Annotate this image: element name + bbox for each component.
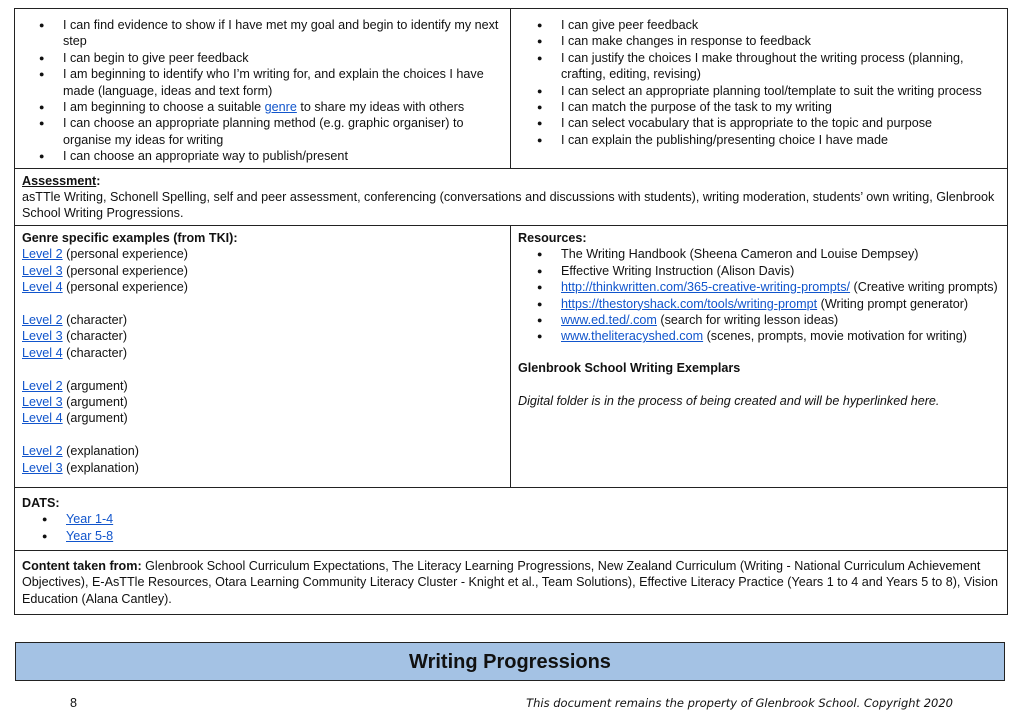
genre-heading: Genre specific examples (from TKI):	[22, 230, 238, 245]
resources-cell	[511, 225, 1008, 487]
genre-link[interactable]: Level 4	[22, 411, 63, 426]
genre-link[interactable]: Level 3	[22, 263, 63, 278]
content-source-text: Glenbrook School Curriculum Expectations, The Literacy Learning Progressions, New Zealand Curriculum (Writing - National Curriculum Achievement Objectives), E-AsTTle Resources, Otara Learning Community Literacy Cluster - Knight et al., Team Solutions), Effective Literacy Practice (Years 1 to 4 and Years 5 to 8), Vision Education (Alana Cantley).	[22, 558, 998, 606]
assessment-heading: Assessment	[22, 173, 97, 188]
genre-group-character: Level 2 (character) Level 3 (character) Level 4 (character)	[22, 312, 128, 360]
list-item: ● I can find evidence to show if I have met my goal and begin to identify my next step	[63, 17, 504, 50]
genre-group-argument: Level 2 (argument) Level 3 (argument) Level 4 (argument)	[22, 378, 128, 426]
genre-link[interactable]: Level 2	[22, 444, 63, 459]
list-item: ● Effective Writing Instruction (Alison Davis)	[561, 263, 1001, 279]
section-banner: Writing Progressions	[15, 642, 1005, 681]
dats-link-year-1-4[interactable]: Year 1-4	[66, 512, 114, 527]
success-criteria-row	[15, 9, 1008, 169]
assessment-row	[15, 168, 1008, 225]
list-item: ● www.theliteracyshed.com (scenes, prompts, movie motivation for writing)	[561, 328, 1001, 344]
resource-link[interactable]: http://thinkwritten.com/365-creative-writing-prompts/	[561, 280, 851, 295]
list-item: ● I am beginning to choose a suitable genre to share my ideas with others	[63, 99, 504, 115]
list-item: ● I am beginning to identify who I’m writing for, and explain the choices I have made (language, ideas and text form)	[63, 66, 504, 99]
genre-link[interactable]: Level 2	[22, 247, 63, 262]
genre-link[interactable]: Level 2	[22, 378, 63, 393]
success-criteria-right-list	[518, 17, 1001, 148]
genre-link[interactable]: genre	[264, 100, 297, 115]
dats-list	[22, 511, 1001, 544]
genre-link[interactable]: Level 3	[22, 460, 63, 475]
genre-link[interactable]: Level 4	[22, 345, 63, 360]
page-number: 8	[70, 696, 78, 710]
list-item: ● http://thinkwritten.com/365-creative-writing-prompts/ (Creative writing prompts)	[561, 279, 1001, 295]
list-item	[66, 511, 1001, 527]
resources-list	[518, 246, 1001, 344]
resource-link[interactable]: www.theliteracyshed.com	[561, 329, 704, 344]
genre-group-personal: Level 2 (personal experience) Level 3 (personal experience) Level 4 (personal experience)	[22, 247, 188, 295]
genre-group-explanation: Level 2 (explanation) Level 3 (explanation)	[22, 444, 139, 475]
list-item: ● The Writing Handbook (Sheena Cameron and Louise Dempsey)	[561, 246, 1001, 262]
genre-cell	[15, 225, 511, 487]
success-criteria-left	[15, 9, 511, 169]
writing-plan-table	[14, 8, 1008, 615]
dats-link-year-5-8[interactable]: Year 5-8	[66, 528, 114, 543]
list-item: ● www.ed.ted/.com (search for writing lesson ideas)	[561, 312, 1001, 328]
genre-resources-row	[15, 225, 1008, 487]
list-item	[66, 528, 1001, 544]
assessment-cell: Assessment: asTTle Writing, Schonell Spelling, self and peer assessment, conferencing (conversations and discussions with students), writing moderation, students’ own writing, Glenbrook School Writing Progressions.	[15, 168, 1008, 225]
dats-cell	[15, 487, 1008, 550]
resources-heading: Resources:	[518, 230, 587, 245]
list-item: ● https://thestoryshack.com/tools/writing-prompt (Writing prompt generator)	[561, 296, 1001, 312]
dats-heading: DATS:	[22, 495, 60, 510]
assessment-text: asTTle Writing, Schonell Spelling, self and peer assessment, conferencing (conversations and discussions with students), writing moderation, students’ own writing, Glenbrook School Writing Progressions.	[22, 190, 995, 221]
list-item: ● I can explain the publishing/presenting choice I have made	[561, 132, 1001, 148]
dats-row	[15, 487, 1008, 550]
curriculum-document	[14, 8, 1008, 615]
genre-link[interactable]: Level 4	[22, 280, 63, 295]
success-criteria-left-list	[22, 17, 504, 165]
resource-link[interactable]: https://thestoryshack.com/tools/writing-prompt	[561, 296, 818, 311]
genre-link[interactable]: Level 3	[22, 394, 63, 409]
list-item: ● I can justify the choices I make throughout the writing process (planning, crafting, editing, revising)	[561, 50, 1001, 83]
list-item: ● I can select an appropriate planning tool/template to suit the writing process	[561, 83, 1001, 99]
genre-link[interactable]: Level 3	[22, 329, 63, 344]
resource-link[interactable]: www.ed.ted/.com	[561, 312, 657, 327]
copyright-footer: This document remains the property of Glenbrook School. Copyright 2020	[526, 696, 953, 710]
list-item: ● I can begin to give peer feedback	[63, 50, 504, 66]
exemplars-note: Digital folder is in the process of being created and will be hyperlinked here.	[518, 393, 940, 408]
content-source-cell	[15, 550, 1008, 614]
list-item: ● I can choose an appropriate way to publish/present	[63, 148, 504, 164]
content-source-row	[15, 550, 1008, 614]
exemplars-heading: Glenbrook School Writing Exemplars	[518, 361, 741, 376]
genre-link[interactable]: Level 2	[22, 312, 63, 327]
success-criteria-right	[511, 9, 1008, 169]
content-source-heading: Content taken from:	[22, 558, 142, 573]
list-item: ● I can match the purpose of the task to my writing	[561, 99, 1001, 115]
list-item: ● I can make changes in response to feedback	[561, 33, 1001, 49]
list-item: ● I can choose an appropriate planning method (e.g. graphic organiser) to organise my ideas for writing	[63, 115, 504, 148]
list-item: ● I can select vocabulary that is appropriate to the topic and purpose	[561, 115, 1001, 131]
list-item: ● I can give peer feedback	[561, 17, 1001, 33]
